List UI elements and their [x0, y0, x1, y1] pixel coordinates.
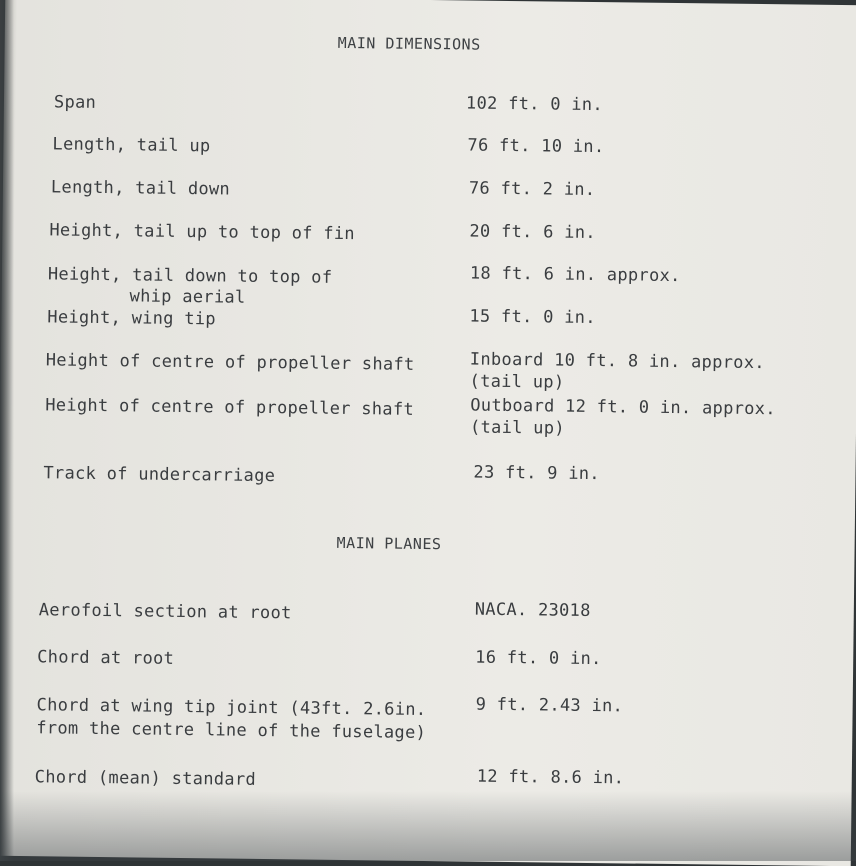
value-span: 102 ft. 0 in. — [465, 93, 604, 116]
value-length-tail-down: 76 ft. 2 in. — [468, 178, 596, 201]
value-height-tail-down-aerial: 18 ft. 6 in. approx. — [469, 263, 681, 287]
value-prop-shaft-inboard: Inboard 10 ft. 8 in. approx. — [469, 349, 765, 374]
label-aerofoil-section: Aerofoil section at root — [38, 600, 292, 624]
label-prop-shaft-inboard: Height of centre of propeller shaft — [45, 350, 415, 375]
binding-shadow — [0, 0, 14, 861]
label-chord-mean: Chord (mean) standard — [34, 767, 257, 790]
label-height-wing-tip: Height, wing tip — [47, 307, 217, 330]
value-height-tail-up-fin: 20 ft. 6 in. — [469, 221, 596, 244]
section-title-main-planes: MAIN PLANES — [336, 533, 442, 554]
label-chord-wing-tip: Chord at wing tip joint (43ft. 2.6in. — [36, 695, 427, 721]
value-chord-root: 16 ft. 0 in. — [475, 647, 602, 670]
label-span: Span — [53, 92, 97, 113]
label-chord-wing-tip-cont: from the centre line of the fuselage) — [36, 718, 427, 743]
label-height-tail-down-aerial: Height, tail down to top of — [47, 264, 333, 288]
value-prop-shaft-outboard: Outboard 12 ft. 0 in. approx. — [470, 395, 776, 420]
label-chord-root: Chord at root — [37, 647, 175, 669]
label-height-tail-down-aerial-cont: whip aerial — [129, 286, 246, 308]
label-track-undercarriage: Track of undercarriage — [43, 463, 276, 487]
label-prop-shaft-outboard: Height of centre of propeller shaft — [45, 395, 415, 420]
value-chord-mean: 12 ft. 8.6 in. — [476, 766, 625, 789]
value-chord-wing-tip: 9 ft. 2.43 in. — [475, 694, 624, 717]
value-track-undercarriage: 23 ft. 9 in. — [473, 462, 601, 485]
page-bottom-shadow — [0, 791, 856, 861]
label-length-tail-up: Length, tail up — [52, 134, 211, 157]
label-height-tail-up-fin: Height, tail up to top of fin — [49, 220, 356, 245]
value-height-wing-tip: 15 ft. 0 in. — [469, 306, 596, 329]
value-aerofoil-section: NACA. 23018 — [474, 599, 591, 622]
value-prop-shaft-outboard-note: (tail up) — [469, 417, 565, 439]
value-length-tail-up: 76 ft. 10 in. — [467, 135, 605, 158]
value-prop-shaft-inboard-note: (tail up) — [469, 371, 565, 393]
label-length-tail-down: Length, tail down — [50, 177, 231, 200]
section-title-main-dimensions: MAIN DIMENSIONS — [337, 33, 481, 54]
